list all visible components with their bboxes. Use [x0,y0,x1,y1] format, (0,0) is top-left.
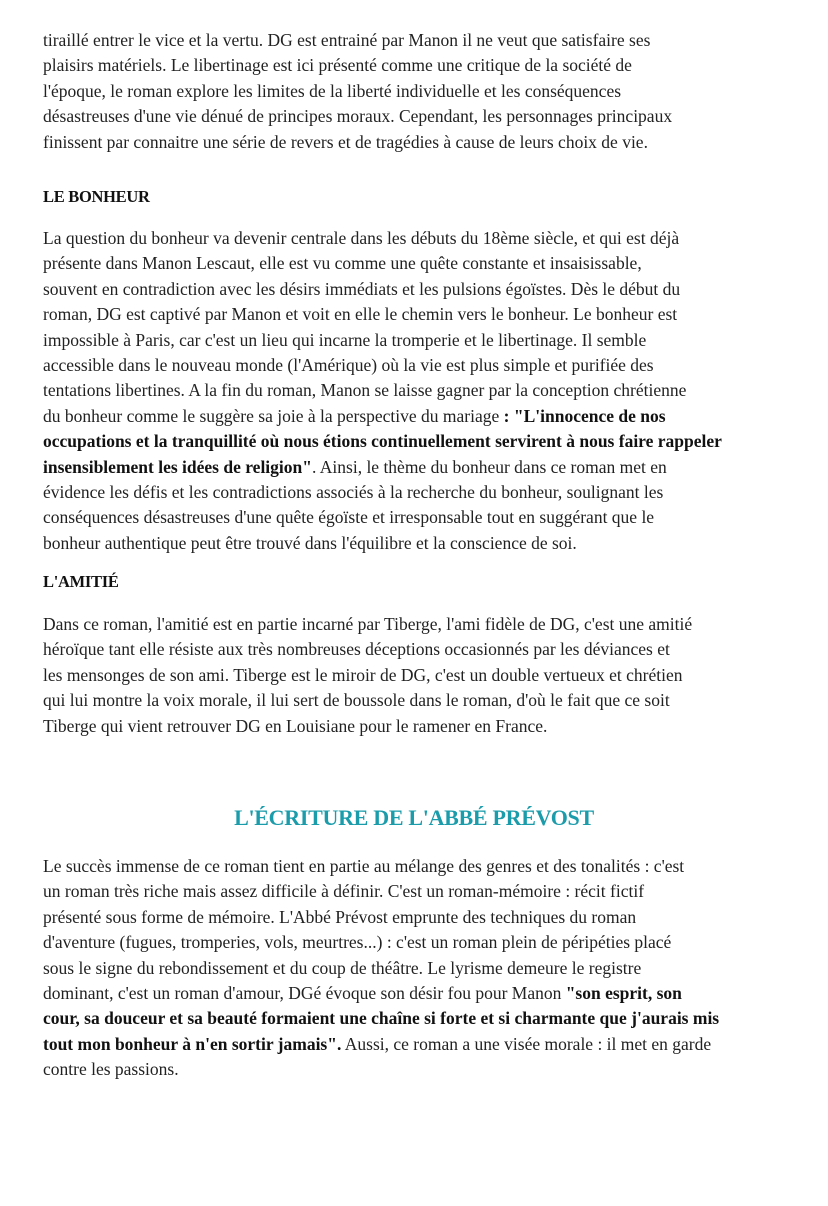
text-run: évidence les défis et les contradictions associés à la recherche du bonheur, soulignant les [43,481,664,502]
text-line [43,455,793,480]
quote-bold: occupations et la tranquillité où nous étions continuellement servirent à nous faire rappeler [43,431,722,452]
text-line [43,53,793,78]
text-line [43,688,793,713]
text-line [43,251,793,276]
text-run: sous le signe du rebondissement et du coup de théâtre. Le lyrisme demeure le registre [43,957,642,978]
text-line [43,663,793,688]
text-run: d'aventure (fugues, tromperies, vols, meurtres...) : c'est un roman plein de péripéties placé [43,932,672,953]
quote-bold: : "L'innocence de nos [503,405,666,426]
text-line [43,277,793,302]
text-run: Le succès immense de ce roman tient en partie au mélange des genres et des tonalités : c'est [43,856,685,876]
text-line [43,328,793,353]
text-run: Tiberge qui vient retrouver DG en Louisiane pour le ramener en France. [43,715,548,736]
text-line [43,104,793,129]
text-run: tentations libertines. A la fin du roman, Manon se laisse gagner par la conception chrétienne [43,380,687,401]
subheading-amitie: L'AMITIÉ [43,572,119,591]
text-run: roman, DG est captivé par Manon et voit en elle le chemin vers le bonheur. Le bonheur est [43,304,678,325]
text-run: héroïque tant elle résiste aux très nombreuses déceptions occasionnés par les déviances et [43,639,670,660]
text-run: Aussi, ce roman a une visée morale : il met en garde [341,1033,712,1054]
text-line [43,879,793,904]
text-run: un roman très riche mais assez difficile à définir. C'est un roman-mémoire : récit fictif [43,881,645,902]
text-run: tiraillé entrer le vice et la vertu. DG est entrainé par Manon il ne veut que satisfaire ses [43,30,651,50]
text-line [43,79,793,104]
text-run: bonheur authentique peut être trouvé dans l'équilibre et la conscience de soi. [43,532,577,553]
text-run: contre les passions. [43,1059,179,1080]
text-line [43,930,793,955]
text-run: dominant, c'est un roman d'amour, DGé évoque son désir fou pour Manon [43,982,566,1003]
text-line [43,956,793,981]
text-run: du bonheur comme le suggère sa joie à la perspective du mariage [43,405,504,426]
text-run: impossible à Paris, car c'est un lieu qui incarne la tromperie et le libertinage. Il semble [43,329,647,350]
text-line [43,981,793,1006]
text-line [43,905,793,930]
text-run: qui lui montre la voix morale, il lui sert de boussole dans le roman, d'où le fait que ce soit [43,690,670,711]
text-line [43,612,793,637]
text-line [43,130,793,155]
text-run: . Ainsi, le thème du bonheur dans ce roman met en [311,456,667,477]
text-line [43,1032,793,1057]
section-heading-ecriture: L'ÉCRITURE DE L'ABBÉ PRÉVOST [234,805,594,830]
text-line [43,378,793,403]
paragraph-ecriture [43,854,793,1083]
quote-bold: cour, sa douceur et sa beauté formaient une chaîne si forte et si charmante que j'aurais mis [43,1008,720,1029]
text-run: l'époque, le roman explore les limites de la liberté individuelle et les conséquences [43,80,622,101]
text-line [43,854,793,879]
text-line [43,505,793,530]
text-run: Dans ce roman, l'amitié est en partie incarné par Tiberge, l'ami fidèle de DG, c'est une amitié [43,614,693,634]
text-run: souvent en contradiction avec les désirs immédiats et les pulsions égoïstes. Dès le début du [43,278,681,299]
text-line [43,1057,793,1082]
text-run: finissent par connaitre une série de revers et de tragédies à cause de leurs choix de vie. [43,131,648,152]
quote-bold: "son esprit, son [565,982,682,1003]
text-line [43,226,793,251]
text-run: présente dans Manon Lescaut, elle est vu comme une quête constante et insaisissable, [43,253,642,274]
paragraph-libertinage [43,28,793,155]
text-line [43,714,793,739]
quote-bold: tout mon bonheur à n'en sortir jamais". [43,1033,342,1054]
text-line [43,480,793,505]
subheading-le-bonheur: LE BONHEUR [43,187,150,206]
text-run: conséquences désastreuses d'une quête égoïste et irresponsable tout en suggérant que le [43,507,655,528]
text-line [43,404,793,429]
quote-bold: insensiblement les idées de religion" [43,456,312,477]
text-run: les mensonges de son ami. Tiberge est le miroir de DG, c'est un double vertueux et chrétien [43,664,683,685]
text-run: La question du bonheur va devenir centrale dans les débuts du 18ème siècle, et qui est déjà [43,228,680,248]
text-line [43,1006,793,1031]
text-line [43,28,793,53]
text-line [43,637,793,662]
text-run: désastreuses d'une vie dénué de principes moraux. Cependant, les personnages principaux [43,106,673,127]
text-run: présenté sous forme de mémoire. L'Abbé Prévost emprunte des techniques du roman [43,906,637,927]
text-run: accessible dans le nouveau monde (l'Amérique) où la vie est plus simple et purifiée des [43,354,654,375]
text-line [43,531,793,556]
text-line [43,302,793,327]
paragraph-amitie [43,612,793,739]
paragraph-bonheur [43,226,793,556]
text-line [43,353,793,378]
text-run: plaisirs matériels. Le libertinage est ici présenté comme une critique de la société de [43,55,632,76]
text-line [43,429,793,454]
